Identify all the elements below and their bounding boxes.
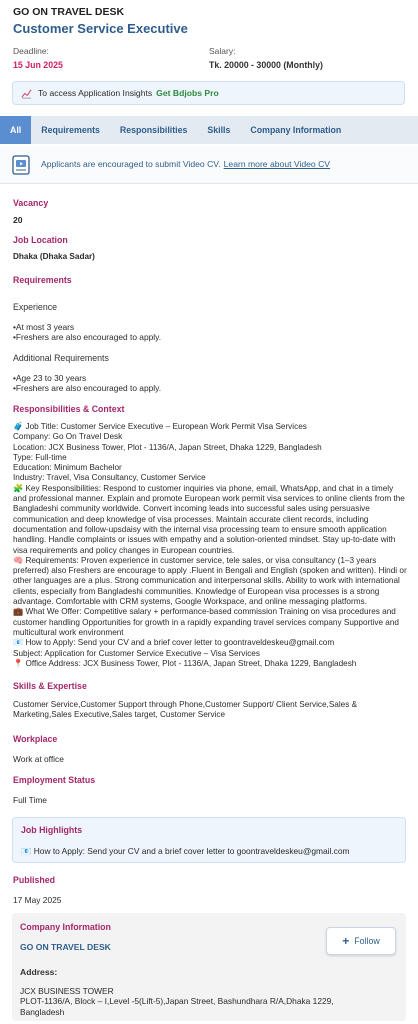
tab-skills[interactable]: Skills xyxy=(207,124,231,135)
published-heading: Published xyxy=(13,875,56,885)
video-cv-banner xyxy=(0,146,418,184)
company-name[interactable]: GO ON TRAVEL DESK xyxy=(13,6,125,18)
additional-requirement-item: •Age 23 to 30 years xyxy=(13,373,87,383)
skills-value: Customer Service,Customer Support through Phone,Customer Support/ Client Service,Sales & Marketing,Sales Executive,Sales target, Customer Service xyxy=(13,700,358,720)
tab-requirements[interactable]: Requirements xyxy=(41,124,100,135)
experience-item: •Freshers are also encouraged to apply. xyxy=(13,332,162,342)
company-information-heading: Company Information xyxy=(20,922,111,932)
insights-text: To access Application Insights xyxy=(38,87,153,98)
tab-responsibilities[interactable]: Responsibilities xyxy=(119,124,188,135)
responsibility-line: 📧 How to Apply: Send your CV and a brief cover letter to goontraveldeskeu@gmail.com xyxy=(13,638,335,648)
plus-icon: + xyxy=(342,934,350,948)
address-line: JCX BUSINESS TOWER xyxy=(20,986,114,996)
workplace-value: Work at office xyxy=(13,754,64,764)
company-address xyxy=(20,986,380,1017)
additional-requirements-label: Additional Requirements xyxy=(13,353,109,363)
vacancy-value: 20 xyxy=(13,215,23,225)
tab-company-information[interactable]: Company Information xyxy=(250,124,342,135)
employment-status-heading: Employment Status xyxy=(13,775,96,785)
section-tabs xyxy=(0,116,418,144)
responsibility-line: 🧳 Job Title: Customer Service Executive – European Work Permit Visa Services xyxy=(13,422,307,431)
responsibility-line: Industry: Travel, Visa Consultancy, Customer Service xyxy=(13,473,206,483)
follow-button[interactable] xyxy=(326,927,396,955)
application-insights-banner xyxy=(12,81,405,105)
deadline-label: Deadline: xyxy=(13,46,49,56)
experience-label: Experience xyxy=(13,302,58,312)
address-label: Address: xyxy=(20,967,58,977)
job-highlights-value: 📧 How to Apply: Send your CV and a brief cover letter to goontraveldeskeu@gmail.com xyxy=(21,846,350,856)
video-cv-text: Applicants are encouraged to submit Video CV. xyxy=(41,159,221,170)
job-location-value: Dhaka (Dhaka Sadar) xyxy=(13,252,95,261)
responsibility-line: Education: Minimum Bachelor xyxy=(13,463,122,473)
responsibility-line: Location: JCX Business Tower, Plot - 1136/A, Japan Street, Dhaka 1229, Bangladesh xyxy=(13,442,322,452)
additional-requirement-item: •Freshers are also encouraged to apply. xyxy=(13,383,162,393)
video-cv-icon xyxy=(12,155,30,175)
vacancy-heading: Vacancy xyxy=(13,198,49,208)
employment-status-value: Full Time xyxy=(13,795,47,805)
address-line: PLOT-1136/A, Block – I,Level -5(Lift-5),Japan Street, Bashundhara R/A,Dhaka 1229, Bangladesh xyxy=(20,996,334,1017)
responsibilities-heading: Responsibilities & Context xyxy=(13,404,125,414)
responsibility-line: Type: Full-time xyxy=(13,452,67,462)
salary-value: Tk. 20000 - 30000 (Monthly) xyxy=(209,60,323,70)
experience-item: •At most 3 years xyxy=(13,322,75,332)
job-highlights-heading: Job Highlights xyxy=(21,825,83,835)
chart-icon xyxy=(21,88,32,99)
responsibility-line: Subject: Application for Customer Service Executive – Visa Services xyxy=(13,648,260,658)
responsibility-line: 💼 What We Offer: Competitive salary + performance-based commission Training on visa procedures and customer handling Opportunities for growth in a rapidly expanding travel services company Supportive and multicultural work environment xyxy=(13,607,399,637)
responsibility-line: Company: Go On Travel Desk xyxy=(13,432,123,442)
workplace-heading: Workplace xyxy=(13,734,58,744)
job-highlights-box xyxy=(12,817,406,863)
get-bdjobs-pro-link[interactable]: Get Bdjobs Pro xyxy=(156,87,219,98)
deadline-value: 15 Jun 2025 xyxy=(13,60,63,70)
video-cv-learn-more-link[interactable]: Learn more about Video CV xyxy=(223,159,331,170)
requirements-heading: Requirements xyxy=(13,275,72,285)
tab-all[interactable]: All xyxy=(0,116,31,144)
company-info-name[interactable]: GO ON TRAVEL DESK xyxy=(20,942,111,952)
published-value: 17 May 2025 xyxy=(13,895,62,905)
company-information-box xyxy=(12,913,406,1021)
job-location-heading: Job Location xyxy=(13,235,68,245)
skills-heading: Skills & Expertise xyxy=(13,681,87,691)
salary-label: Salary: xyxy=(209,46,236,56)
follow-label: Follow xyxy=(354,935,380,946)
responsibility-line: 🧠 Requirements: Proven experience in customer service, tele sales, or visa consultancy (1–3 years preferred) also Freshers are encourage to apply .Fluent in Bengali and English (spoken and written). Hindi or other languages are a plus. Strong communication and interpersonal skills. Ability to work with international clients, especially from Bangladeshi communities. Knowledge of European visa processes is a strong advantage. Comfortable with CRM systems, Google Workspace, and online messaging platforms. xyxy=(13,555,407,607)
job-title: Customer Service Executive xyxy=(13,21,188,36)
responsibility-line: 🧩 Key Responsibilities: Respond to customer inquiries via phone, email, WhatsApp, and chat in a timely and professional manner. Explain and promote European work permit visa services to online clients from the Bangladeshi community worldwide. Convert incoming leads into successful sales using persuasive communication and deep knowledge of visa processes. Maintain accurate client records, including documentation and follow-upsdaisy with the internal visa processing team to ensure smooth application handling. Handle complaints or issues with empathy and a solution-oriented mindset. Stay up-to-date with visa requirements and policy changes in European countries. xyxy=(13,483,405,555)
responsibility-line: 📍 Office Address: JCX Business Tower, Plot - 1136/A, Japan Street, Dhaka 1229, Bangladesh xyxy=(13,658,357,668)
responsibilities-body xyxy=(13,422,407,669)
